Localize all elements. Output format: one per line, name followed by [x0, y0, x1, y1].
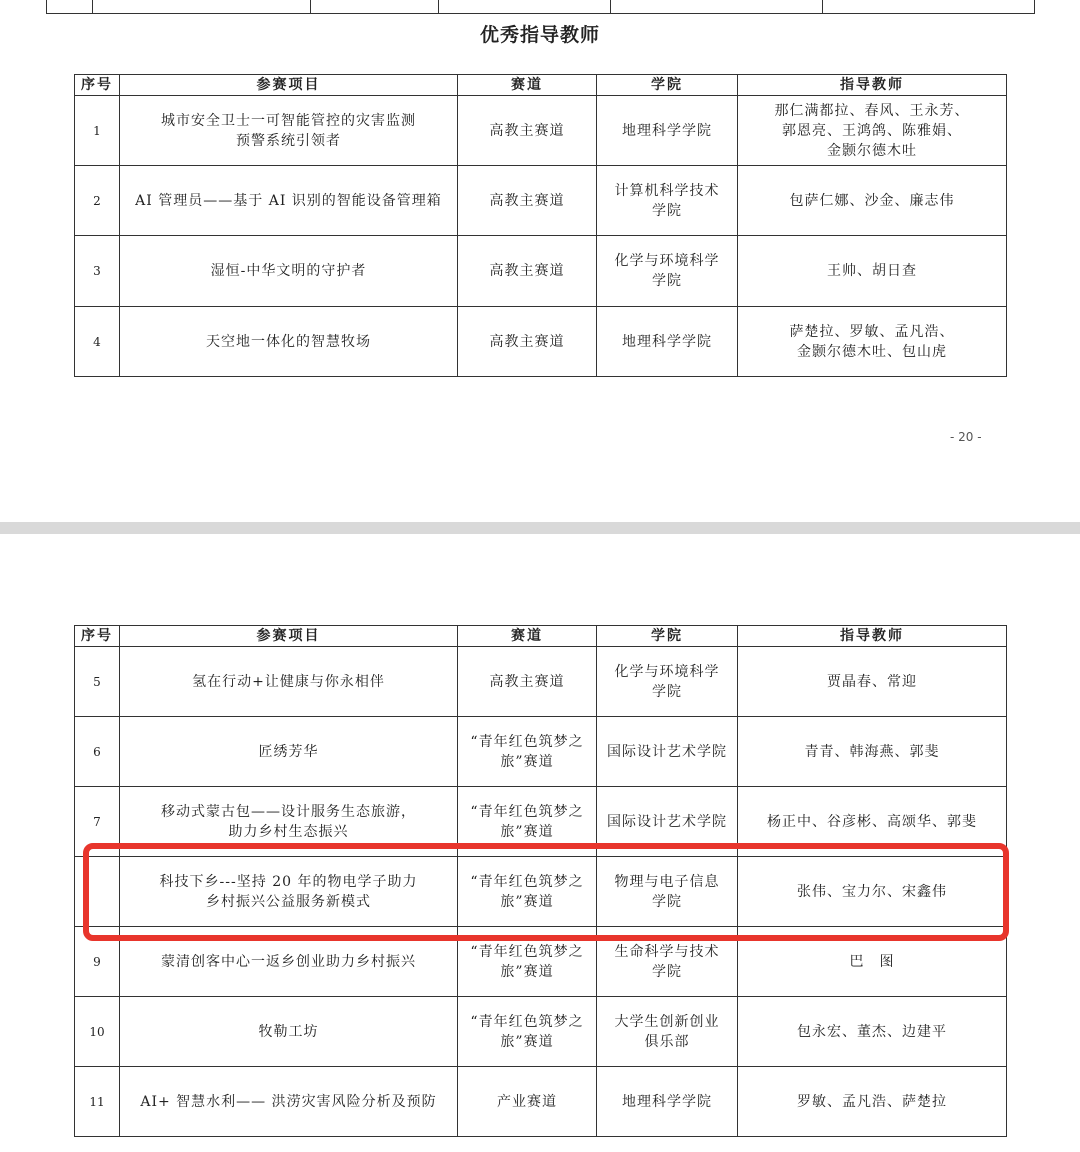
- header-college: 学院: [597, 75, 738, 96]
- row-college: 计算机科学技术 学院: [597, 166, 738, 236]
- row-track: 高教主赛道: [458, 647, 597, 717]
- table-row: [75, 1067, 1007, 1137]
- header-no: 序号: [75, 626, 120, 647]
- header-no: 序号: [75, 75, 120, 96]
- table-row: [75, 166, 1007, 236]
- award-table-1: [74, 74, 1007, 377]
- row-teachers: 萨楚拉、罗敏、孟凡浩、 金颢尔德木吐、包山虎: [738, 307, 1007, 377]
- row-project: 天空地一体化的智慧牧场: [120, 307, 458, 377]
- previous-table-fragment: [46, 0, 1035, 14]
- row-track: 高教主赛道: [458, 307, 597, 377]
- row-teachers: 青青、韩海燕、郭斐: [738, 717, 1007, 787]
- table-row: [75, 927, 1007, 997]
- table-row-highlighted: [75, 857, 1007, 927]
- header-track: 赛道: [458, 626, 597, 647]
- row-no: 10: [75, 997, 120, 1067]
- table-row: [75, 307, 1007, 377]
- row-no: 3: [75, 236, 120, 307]
- row-project: AI+ 智慧水利—— 洪涝灾害风险分析及预防: [120, 1067, 458, 1137]
- table-row: [75, 787, 1007, 857]
- table-row: [47, 0, 1035, 14]
- award-table-2: [74, 625, 1007, 1137]
- row-no: 2: [75, 166, 120, 236]
- row-no: 4: [75, 307, 120, 377]
- row-project: 科技下乡---坚持 20 年的物电学子助力 乡村振兴公益服务新模式: [120, 857, 458, 927]
- header-college: 学院: [597, 626, 738, 647]
- row-college: 地理科学学院: [597, 1067, 738, 1137]
- table-header-row: [75, 75, 1007, 96]
- row-college: 地理科学学院: [597, 96, 738, 166]
- table-row: [75, 717, 1007, 787]
- row-track: “青年红色筑梦之 旅”赛道: [458, 787, 597, 857]
- row-teachers: 张伟、宝力尔、宋鑫伟: [738, 857, 1007, 927]
- row-no: 9: [75, 927, 120, 997]
- row-college: 地理科学学院: [597, 307, 738, 377]
- row-college: 国际设计艺术学院: [597, 787, 738, 857]
- row-track: 高教主赛道: [458, 166, 597, 236]
- section-title: 优秀指导教师: [479, 24, 600, 46]
- row-track: “青年红色筑梦之 旅”赛道: [458, 857, 597, 927]
- table-row: [75, 647, 1007, 717]
- row-teachers: 贾晶春、常迎: [738, 647, 1007, 717]
- row-track: “青年红色筑梦之 旅”赛道: [458, 717, 597, 787]
- page-separator: [0, 522, 1080, 534]
- row-track: “青年红色筑梦之 旅”赛道: [458, 927, 597, 997]
- document-page-20: [0, 0, 1080, 522]
- row-teachers: 巴 图: [738, 927, 1007, 997]
- row-project: AI 管理员——基于 AI 识别的智能设备管理箱: [120, 166, 458, 236]
- header-project: 参赛项目: [120, 75, 458, 96]
- row-project: 氢在行动+让健康与你永相伴: [120, 647, 458, 717]
- row-track: 高教主赛道: [458, 236, 597, 307]
- row-project: 移动式蒙古包——设计服务生态旅游， 助力乡村生态振兴: [120, 787, 458, 857]
- row-no: 7: [75, 787, 120, 857]
- row-project: 湿恒-中华文明的守护者: [120, 236, 458, 307]
- row-no: 11: [75, 1067, 120, 1137]
- row-track: “青年红色筑梦之 旅”赛道: [458, 997, 597, 1067]
- row-no: 5: [75, 647, 120, 717]
- row-college: 化学与环境科学 学院: [597, 236, 738, 307]
- row-teachers: 那仁满都拉、春风、王永芳、 郭恩亮、王鸿鸽、陈雅娟、 金颢尔德木吐: [738, 96, 1007, 166]
- row-teachers: 罗敏、孟凡浩、萨楚拉: [738, 1067, 1007, 1137]
- table-row: [75, 997, 1007, 1067]
- row-project: 蒙清创客中心一返乡创业助力乡村振兴: [120, 927, 458, 997]
- row-project: 匠绣芳华: [120, 717, 458, 787]
- row-no: 6: [75, 717, 120, 787]
- header-teachers: 指导教师: [738, 626, 1007, 647]
- row-teachers: 包萨仁娜、沙金、廉志伟: [738, 166, 1007, 236]
- row-teachers: 包永宏、董杰、边建平: [738, 997, 1007, 1067]
- row-college: 国际设计艺术学院: [597, 717, 738, 787]
- row-teachers: 王帅、胡日查: [738, 236, 1007, 307]
- page-number: - 20 -: [950, 430, 982, 444]
- document-page-21: [0, 534, 1080, 1152]
- row-track: 高教主赛道: [458, 96, 597, 166]
- row-college: 生命科学与技术 学院: [597, 927, 738, 997]
- row-college: 物理与电子信息 学院: [597, 857, 738, 927]
- row-no: [75, 857, 120, 927]
- row-college: 化学与环境科学 学院: [597, 647, 738, 717]
- header-teachers: 指导教师: [738, 75, 1007, 96]
- header-project: 参赛项目: [120, 626, 458, 647]
- table-row: [75, 236, 1007, 307]
- row-teachers: 杨正中、谷彦彬、高颂华、郭斐: [738, 787, 1007, 857]
- table-header-row: [75, 626, 1007, 647]
- table-row: [75, 96, 1007, 166]
- row-project: 牧勒工坊: [120, 997, 458, 1067]
- row-college: 大学生创新创业 俱乐部: [597, 997, 738, 1067]
- header-track: 赛道: [458, 75, 597, 96]
- row-project: 城市安全卫士一可智能管控的灾害监测 预警系统引领者: [120, 96, 458, 166]
- row-track: 产业赛道: [458, 1067, 597, 1137]
- row-no: 1: [75, 96, 120, 166]
